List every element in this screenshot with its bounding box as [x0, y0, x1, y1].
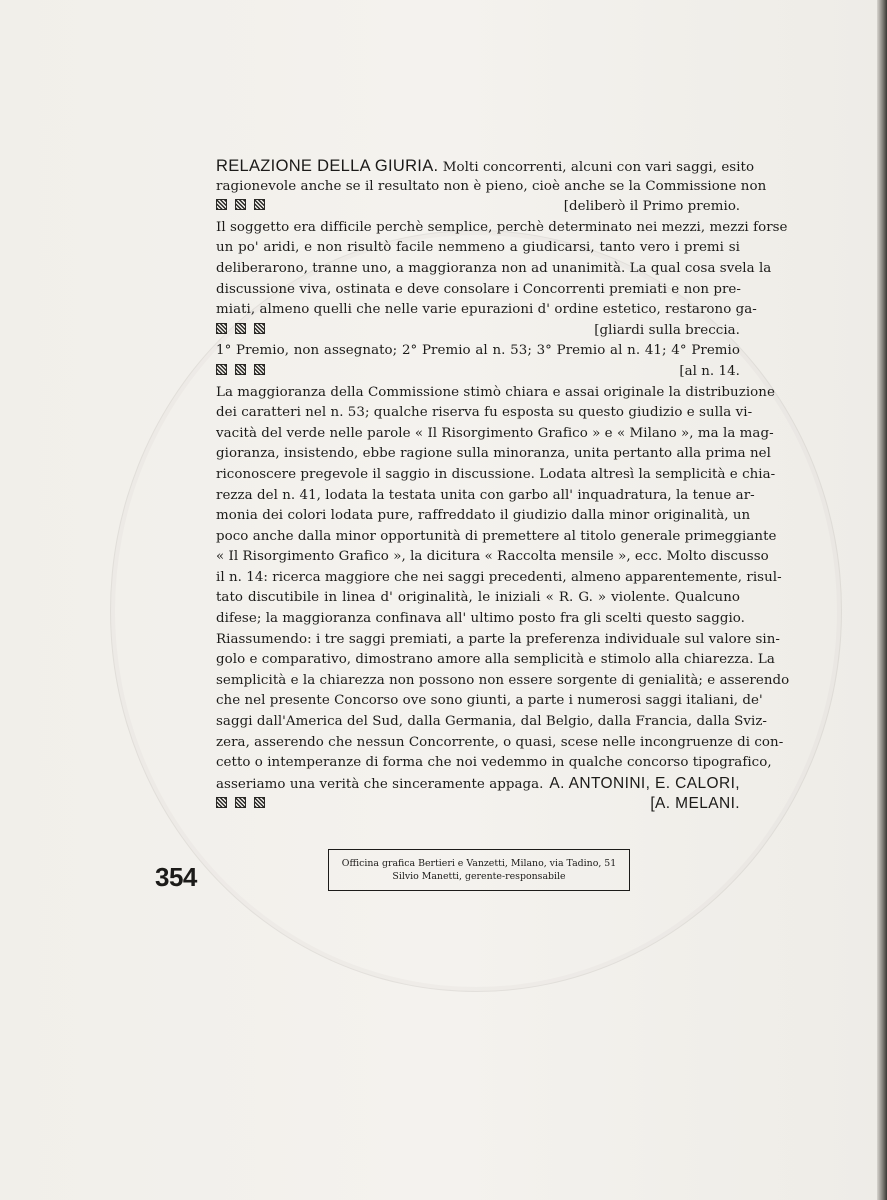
text-line: rezza del n. 41, lodata la testata unita con garbo all' inquadratura, la tenue ar- [216, 487, 755, 503]
page-edge-shadow [877, 0, 887, 1200]
text-line: tato discutibile in linea d' originalità, le iniziali « R. G. » violente. Qualcuno [216, 590, 740, 606]
report-heading: RELAZIONE DELLA GIURIA. [216, 157, 439, 175]
text-line: cetto o intemperanze di forma che noi vedemmo in qualche concorso tipografico, [216, 755, 772, 771]
text-line: « Il Risorgimento Grafico », la dicitura « Raccolta mensile », ecc. Molto discusso [216, 549, 769, 565]
text-line: La maggioranza della Commissione stimò chiara e assai originale la distribuzione [216, 384, 775, 400]
text-line: Il soggetto era difficile perchè semplice, perchè determinato nei mezzi, mezzi forse [216, 219, 788, 235]
jury-report-text [216, 156, 790, 815]
text-line: riconoscere pregevole il saggio in discussione. Lodata altresì la semplicità e chia- [216, 466, 776, 482]
text-line: Riassumendo: i tre saggi premiati, a parte la preferenza individuale sul valore sin- [216, 631, 781, 647]
signatories: A. ANTONINI, E. CALORI, [549, 774, 740, 792]
text-line: che nel presente Concorso ove sono giunti, a parte i numerosi saggi italiani, de' [216, 693, 763, 709]
imprint-printer: Officina grafica Bertieri e Vanzetti, Milano, via Tadino, 51 [341, 858, 617, 869]
text-line: 1° Premio, non assegnato; 2° Premio al n. 53; 3° Premio al n. 41; 4° Premio [216, 343, 740, 359]
page-number: 354 [155, 862, 197, 892]
text-line: il n. 14: ricerca maggiore che nei saggi precedenti, almeno apparentemente, risul- [216, 569, 782, 585]
text-line: golo e comparativo, dimostrano amore alla semplicità e stimolo alla chiarezza. La [216, 652, 775, 668]
text-line-ornamented [216, 794, 740, 815]
text-line: deliberarono, tranne uno, a maggioranza non ad unanimità. La qual cosa svela la [216, 260, 772, 276]
text-line: ragionevole anche se il resultato non è pieno, cioè anche se la Commissione non [216, 178, 767, 194]
imprint-box [328, 849, 630, 891]
text-line: discussione viva, ostinata e deve consolare i Concorrenti premiati e non pre- [216, 281, 741, 297]
signatory-last: [A. MELANI. [650, 795, 740, 813]
text-line: un po' aridi, e non risultò facile nemmeno a giudicarsi, tanto vero i premi si [216, 240, 740, 256]
text-line-ornamented: [al n. 14. [216, 362, 740, 383]
text-line-ornamented: [deliberò il Primo premio. [216, 197, 740, 218]
text-line: miati, almeno quelli che nelle varie epurazioni d' ordine estetico, restarono ga- [216, 302, 757, 318]
signature-line: asseriamo una verità che sinceramente appaga. A. ANTONINI, E. CALORI, [216, 774, 740, 795]
text-line: gioranza, insistendo, ebbe ragione sulla minoranza, unita pertanto alla prima nel [216, 446, 771, 462]
text-line: semplicità e la chiarezza non possono non essere sorgente di genialità; e asserendo [216, 672, 790, 688]
text-line: RELAZIONE DELLA GIURIA. Molti concorrenti, alcuni con vari saggi, esito [216, 157, 755, 175]
text-line: vacità del verde nelle parole « Il Risorgimento Grafico » e « Milano », ma la mag- [216, 425, 774, 441]
ornament-icon [216, 323, 265, 334]
text-line: dei caratteri nel n. 53; qualche riserva fu esposta su questo giudizio e sulla vi- [216, 405, 753, 421]
text-line: saggi dall'America del Sud, dalla Germania, dal Belgio, dalla Francia, dalla Sviz- [216, 714, 768, 730]
text-line: poco anche dalla minor opportunità di premettere al titolo generale primeggiante [216, 528, 777, 544]
ornament-icon [216, 797, 265, 808]
text-line-ornamented: [gliardi sulla breccia. [216, 321, 740, 342]
imprint-manager: Silvio Manetti, gerente-responsabile [392, 871, 566, 882]
text-line: zera, asserendo che nessun Concorrente, o quasi, scese nelle incongruenze di con- [216, 734, 784, 750]
text-line: difese; la maggioranza confinava all' ultimo posto fra gli scelti questo saggio. [216, 611, 745, 627]
text-line: monia dei colori lodata pure, raffreddato il giudizio dalla minor originalità, un [216, 508, 751, 524]
ornament-icon [216, 199, 265, 210]
ornament-icon [216, 364, 265, 375]
